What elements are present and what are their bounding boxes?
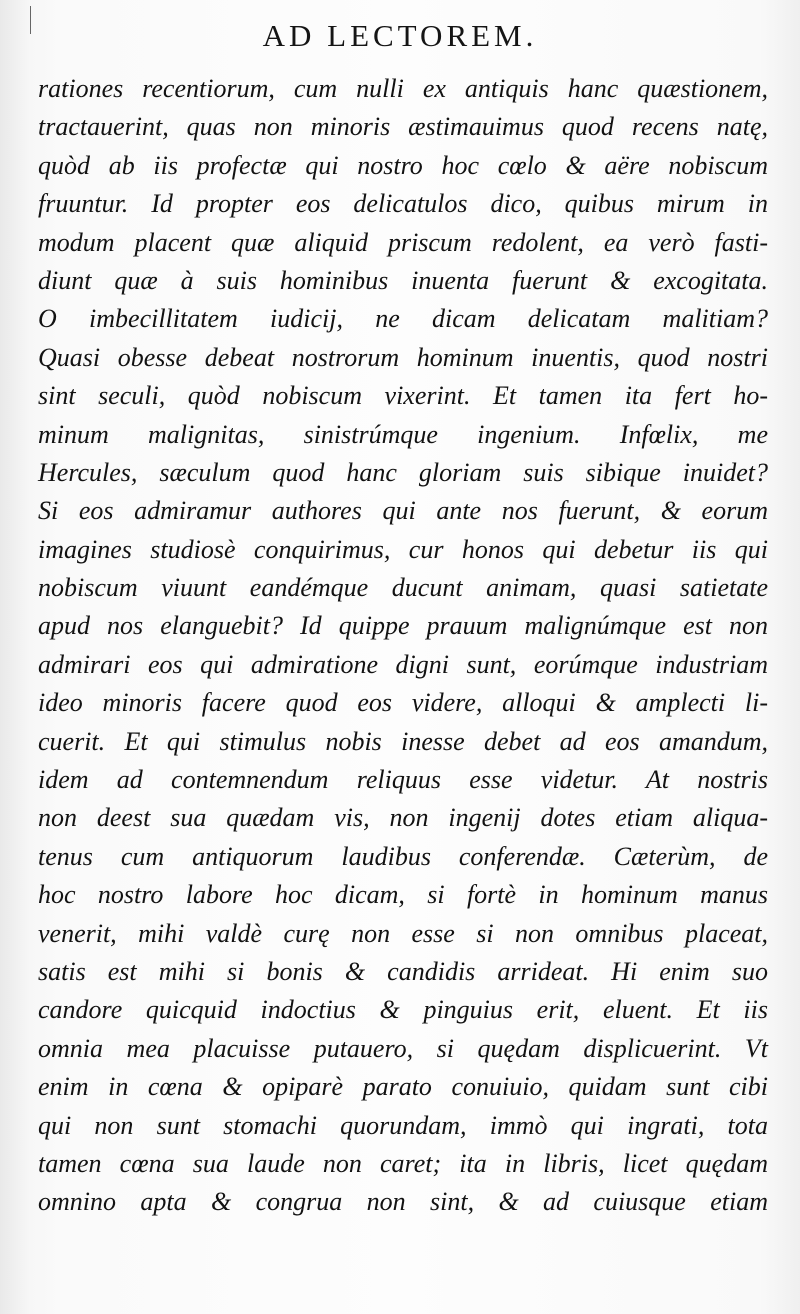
text-line: fruuntur. Id propter eos delicatulos dico, quibus mirum in xyxy=(38,189,768,219)
text-line: omnia mea placuisse putauero, si quędam displicuerint. Vt xyxy=(38,1033,768,1063)
text-line: O imbecillitatem iudicij, ne dicam delicatam malitiam? xyxy=(38,304,768,334)
text-line: candore quicquid indoctius & pinguius erit, eluent. Et iis xyxy=(38,995,768,1025)
bleed-through-margin xyxy=(0,780,36,900)
text-line: tamen cœna sua laude non caret; ita in libris, licet quędam xyxy=(38,1148,768,1178)
text-line: enim in cœna & opiparè parato conuiuio, quidam sunt cibi xyxy=(38,1072,768,1102)
text-line: venerit, mihi valdè curę non esse si non omnibus placeat, xyxy=(38,918,768,948)
text-line: nobiscum viuunt eandémque ducunt animam, quasi satietate xyxy=(38,573,768,603)
text-line: quòd ab iis profectæ qui nostro hoc cœlo & aëre nobiscum xyxy=(38,150,768,180)
text-line: satis est mihi si bonis & candidis arrideat. Hi enim suo xyxy=(38,956,768,986)
text-line: non deest sua quædam vis, non ingenij dotes etiam aliqua- xyxy=(38,803,768,833)
body-text xyxy=(38,70,768,1222)
text-line: sint seculi, quòd nobiscum vixerint. Et tamen ita fert ho- xyxy=(38,381,768,411)
text-line: apud nos elanguebit? Id quippe prauum malignúmque est non xyxy=(38,611,768,641)
text-line: cuerit. Et qui stimulus nobis inesse debet ad eos amandum, xyxy=(38,726,768,756)
text-line: hoc nostro labore hoc dicam, si fortè in hominum manus xyxy=(38,880,768,910)
text-line: tractauerint, quas non minoris æstimauimus quod recens natę, xyxy=(38,112,768,142)
text-line: Quasi obesse debeat nostrorum hominum inuentis, quod nostri xyxy=(38,342,768,372)
text-line: Hercules, sæculum quod hanc gloriam suis sibique inuidet? xyxy=(38,457,768,487)
text-line: modum placent quæ aliquid priscum redolent, ea verò fasti- xyxy=(38,227,768,257)
text-line: tenus cum antiquorum laudibus conferendæ. Cæterùm, de xyxy=(38,841,768,871)
text-line: idem ad contemnendum reliquus esse videtur. At nostris xyxy=(38,765,768,795)
text-line: Si eos admiramur authores qui ante nos fuerunt, & eorum xyxy=(38,496,768,526)
page-header: AD LECTOREM. xyxy=(262,18,538,53)
text-line: minum malignitas, sinistrúmque ingenium. Infœlix, me xyxy=(38,419,768,449)
text-line: qui non sunt stomachi quorundam, immò qui ingrati, tota xyxy=(38,1110,768,1140)
text-line: ideo minoris facere quod eos videre, alloqui & amplecti li- xyxy=(38,688,768,718)
text-line: diunt quæ à suis hominibus inuenta fuerunt & excogitata. xyxy=(38,265,768,295)
text-line: omnino apta & congrua non sint, & ad cuiusque etiam xyxy=(38,1187,768,1217)
text-line: imagines studiosè conquirimus, cur honos qui debetur iis qui xyxy=(38,534,768,564)
text-line: rationes recentiorum, cum nulli ex antiquis hanc quæstionem, xyxy=(38,74,768,103)
text-line: admirari eos qui admiratione digni sunt, eorúmque industriam xyxy=(38,649,768,679)
